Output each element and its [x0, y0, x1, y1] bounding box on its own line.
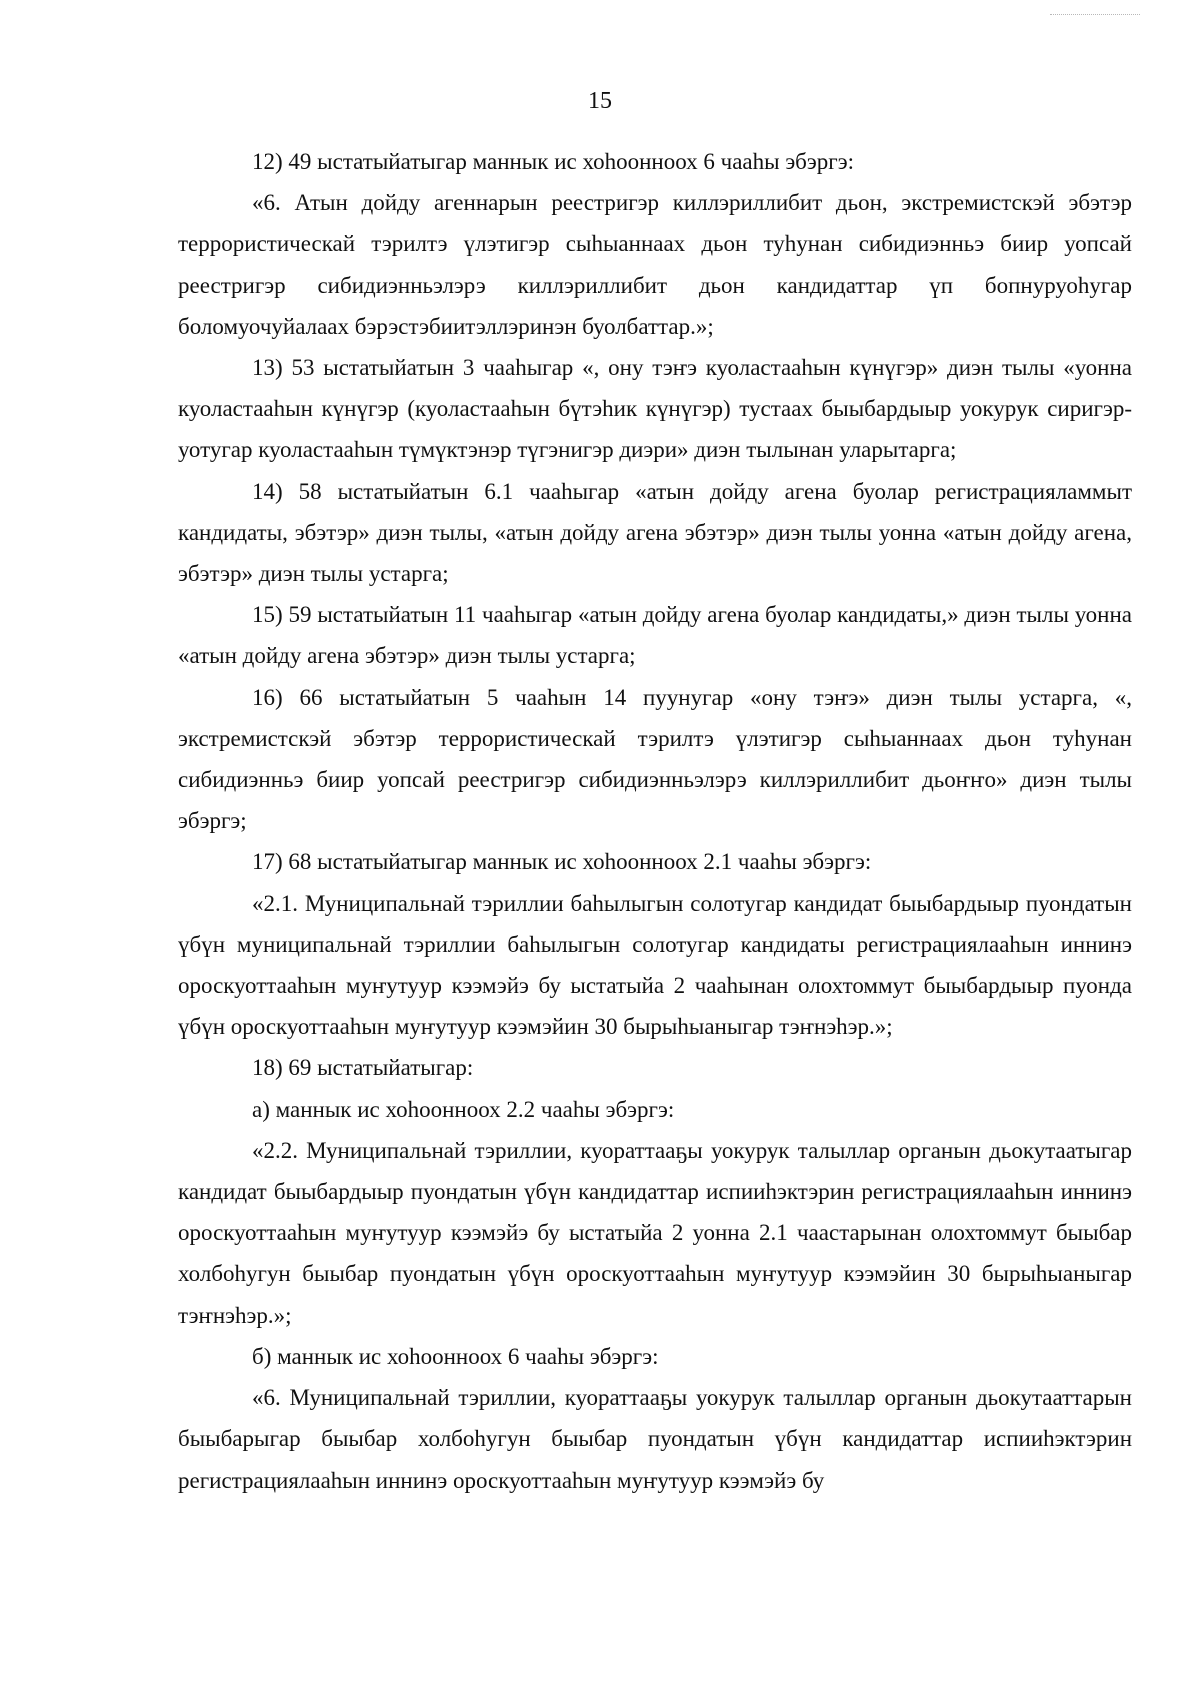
document-body	[178, 141, 1132, 1501]
scan-artifact	[1050, 14, 1140, 17]
paragraph-item-18: 18) 69 ыстатыйатыгар:	[252, 1055, 474, 1081]
paragraph-item-13: 13) 53 ыстатыйатын 3 чааһыгар «, ону тэҥэ куоластааһын күнүгэр» диэн тылы «уонна куоластааһын күнүгэр (куоластааһын бүтэһик күнүгэр) тустаах быыбардыыр уокурук сиригэр-уотугар куоластааһын түмүктэнэр түгэнигэр диэри» диэн тылынан уларытарга;	[178, 355, 1132, 463]
paragraph-item-15: 15) 59 ыстатыйатын 11 чааһыгар «атын дойду агена буолар кандидаты,» диэн тылы уонна «атын дойду агена эбэтэр» диэн тылы устарга;	[178, 602, 1132, 669]
page-number: 15	[588, 88, 612, 114]
paragraph-item-12: 12) 49 ыстатыйатыгар маннык ис хоһоонноох 6 чааһы эбэргэ:	[252, 149, 854, 174]
paragraph-item-16: 16) 66 ыстатыйатын 5 чааһын 14 пуунугар «ону тэҥэ» диэн тылы устарга, «, экстремистскэй эбэтэр террористическай тэрилтэ үлэтигэр сыһыаннаах дьон туһунан сибидиэнньэ биир уопсай реестригэр сибидиэнньэлэрэ киллэриллибит дьоҥҥо» диэн тылы эбэргэ;	[178, 684, 1132, 834]
paragraph-subitem-a: а) маннык ис хоһоонноох 2.2 чааһы эбэргэ:	[252, 1096, 675, 1122]
paragraph-amendment-part-2-2: «2.2. Муниципальнай тэриллии, куораттааҕы уокурук талыллар органын дьокутаатыгар кандидат быыбардыыр пуондатын үбүн кандидаттар испииһэктэрин регистрациялааһын иннинэ ороскуоттааһын муҥутуур кээмэйэ бу ыстатыйа 2 уонна 2.1 чаастарынан олохтоммут быыбар холбоһугун быыбар пуондатын үбүн ороскуоттааһын муҥутуур кээмэйин 30 бырыһыаныгар тэҥнэһэр.»;	[178, 1137, 1132, 1328]
paragraph-amendment-part-6: «6. Атын дойду агеннарын реестригэр киллэриллибит дьон, экстремистскэй эбэтэр террористическай тэрилтэ үлэтигэр сыһыаннаах дьон туһунан сибидиэнньэ биир уопсай реестригэр сибидиэнньэлэрэ киллэриллибит дьон кандидаттар үп бопнуруоһугар боломуочуйалаах бэрэстэбиитэллэринэн буолбаттар.»;	[178, 190, 1132, 339]
paragraph-amendment-part-2-1: «2.1. Муниципальнай тэриллии баһылыгын солотугар кандидат быыбардыыр пуондатын үбүн муниципальнай тэриллии баһылыгын солотугар кандидаты регистрациялааһын иннинэ ороскуоттааһын муҥутуур кээмэйэ бу ыстатыйа 2 чааһынан олохтоммут быыбардыыр пуонда үбүн ороскуоттааһын муҥутуур кээмэйин 30 бырыһыаныгар тэҥнэһэр.»;	[178, 890, 1132, 1040]
paragraph-amendment-part-6-second: «6. Муниципальнай тэриллии, куораттааҕы уокурук талыллар органын дьокутааттарын быыбарыгар быыбар холбоһугун быыбар пуондатын үбүн кандидаттар испииһэктэрин регистрациялааһын иннинэ ороскуоттааһын муҥутуур кээмэйэ бу	[178, 1385, 1132, 1493]
paragraph-item-17: 17) 68 ыстатыйатыгар маннык ис хоһоонноох 2.1 чааһы эбэргэ:	[252, 849, 872, 875]
paragraph-item-14: 14) 58 ыстатыйатын 6.1 чааһыгар «атын дойду агена буолар регистрацияламмыт кандидаты, эбэтэр» диэн тылы, «атын дойду агена эбэтэр» диэн тылы уонна «атын дойду агена, эбэтэр» диэн тылы устарга;	[178, 478, 1132, 587]
paragraph-subitem-b: б) маннык ис хоһоонноох 6 чааһы эбэргэ:	[252, 1343, 659, 1369]
